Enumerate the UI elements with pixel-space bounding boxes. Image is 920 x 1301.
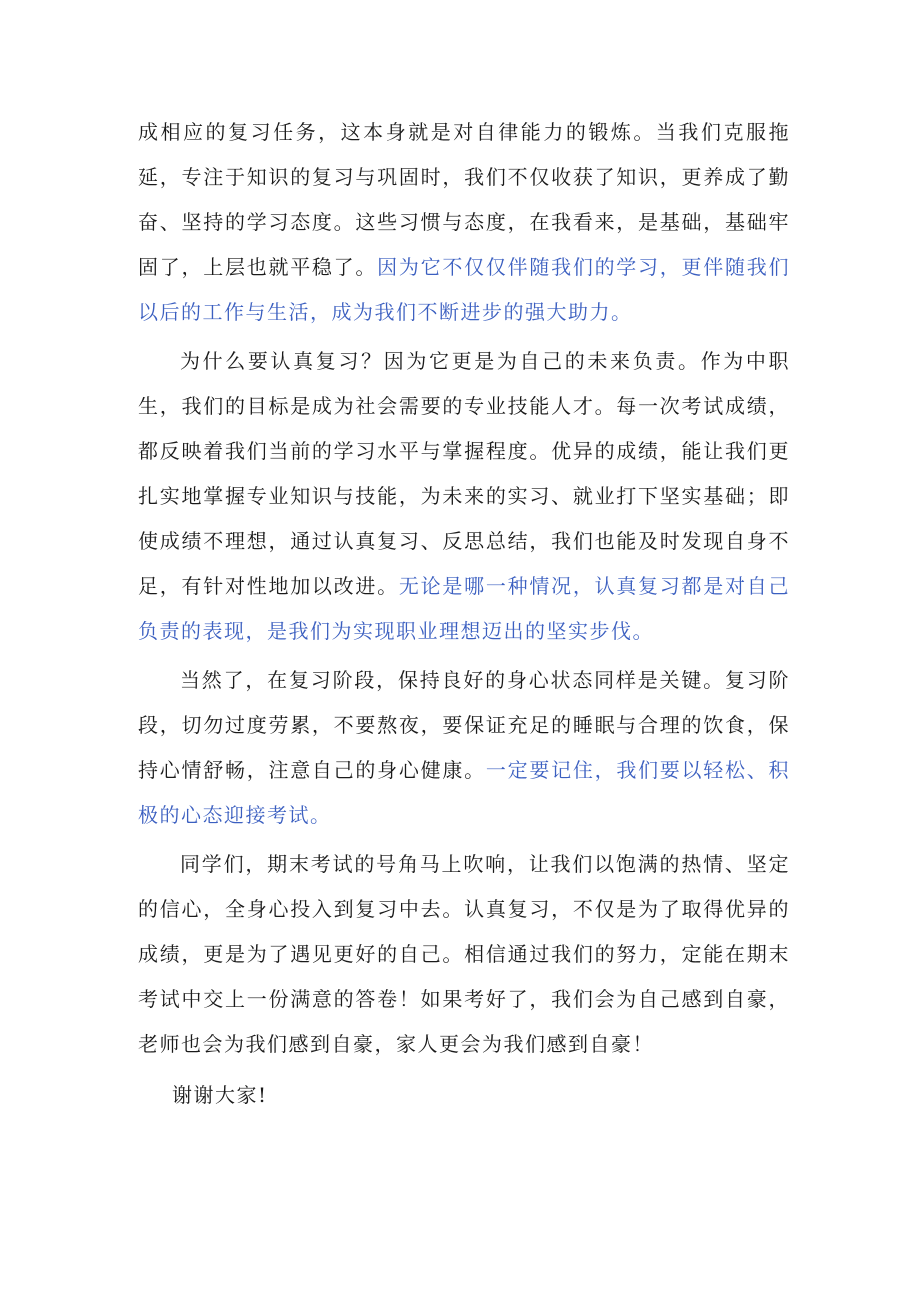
paragraph-2-text: 为什么要认真复习？因为它更是为自己的未来负责。作为中职生，我们的目标是成为社会需要的专业技能人才。每一次考试成绩，都反映着我们当前的学习水平与掌握程度。优异的成绩，能让我们更扎实地掌握专业知识与技能，为未来的实习、就业打下坚实基础；即使成绩不理想，通过认真复习、反思总结，我们也能及时发现自身不足，有针对性地加以改进。 [138, 349, 790, 598]
paragraph-4 [138, 842, 790, 1067]
paragraph-2-highlight: 无论是哪一种情况，认真复习都是对自己负责的表现，是我们为实现职业理想迈出的坚实步伐。 [138, 574, 791, 643]
paragraph-3 [138, 658, 790, 838]
closing-line: 谢谢大家! [172, 1083, 268, 1107]
paragraph-1-highlight: 因为它不仅仅伴随我们的学习，更伴随我们以后的工作与生活，成为我们不断进步的强大助力。 [138, 255, 791, 324]
paragraph-3-highlight: 一定要记住，我们要以轻松、积极的心态迎接考试。 [138, 758, 791, 827]
paragraph-1-text: 成相应的复习任务，这本身就是对自律能力的锻炼。当我们克服拖延，专注于知识的复习与巩固时，我们不仅收获了知识，更养成了勤奋、坚持的学习态度。这些习惯与态度，在我看来，是基础，基础牢固了，上层也就平稳了。 [138, 120, 790, 279]
paragraph-4-text: 同学们，期末考试的号角马上吹响，让我们以饱满的热情、坚定的信心，全身心投入到复习中去。认真复习，不仅是为了取得优异的成绩，更是为了遇见更好的自己。相信通过我们的努力，定能在期末考试中交上一份满意的答卷！如果考好了，我们会为自己感到自豪，老师也会为我们感到自豪，家人更会为我们感到自豪！ [138, 852, 790, 1056]
paragraph-1 [138, 110, 790, 335]
paragraph-3-text: 当然了，在复习阶段，保持良好的身心状态同样是关键。复习阶段，切勿过度劳累，不要熬夜，要保证充足的睡眠与合理的饮食，保持心情舒畅，注意自己的身心健康。 [138, 668, 790, 782]
paragraph-2 [138, 339, 790, 654]
document-body [138, 110, 790, 1122]
